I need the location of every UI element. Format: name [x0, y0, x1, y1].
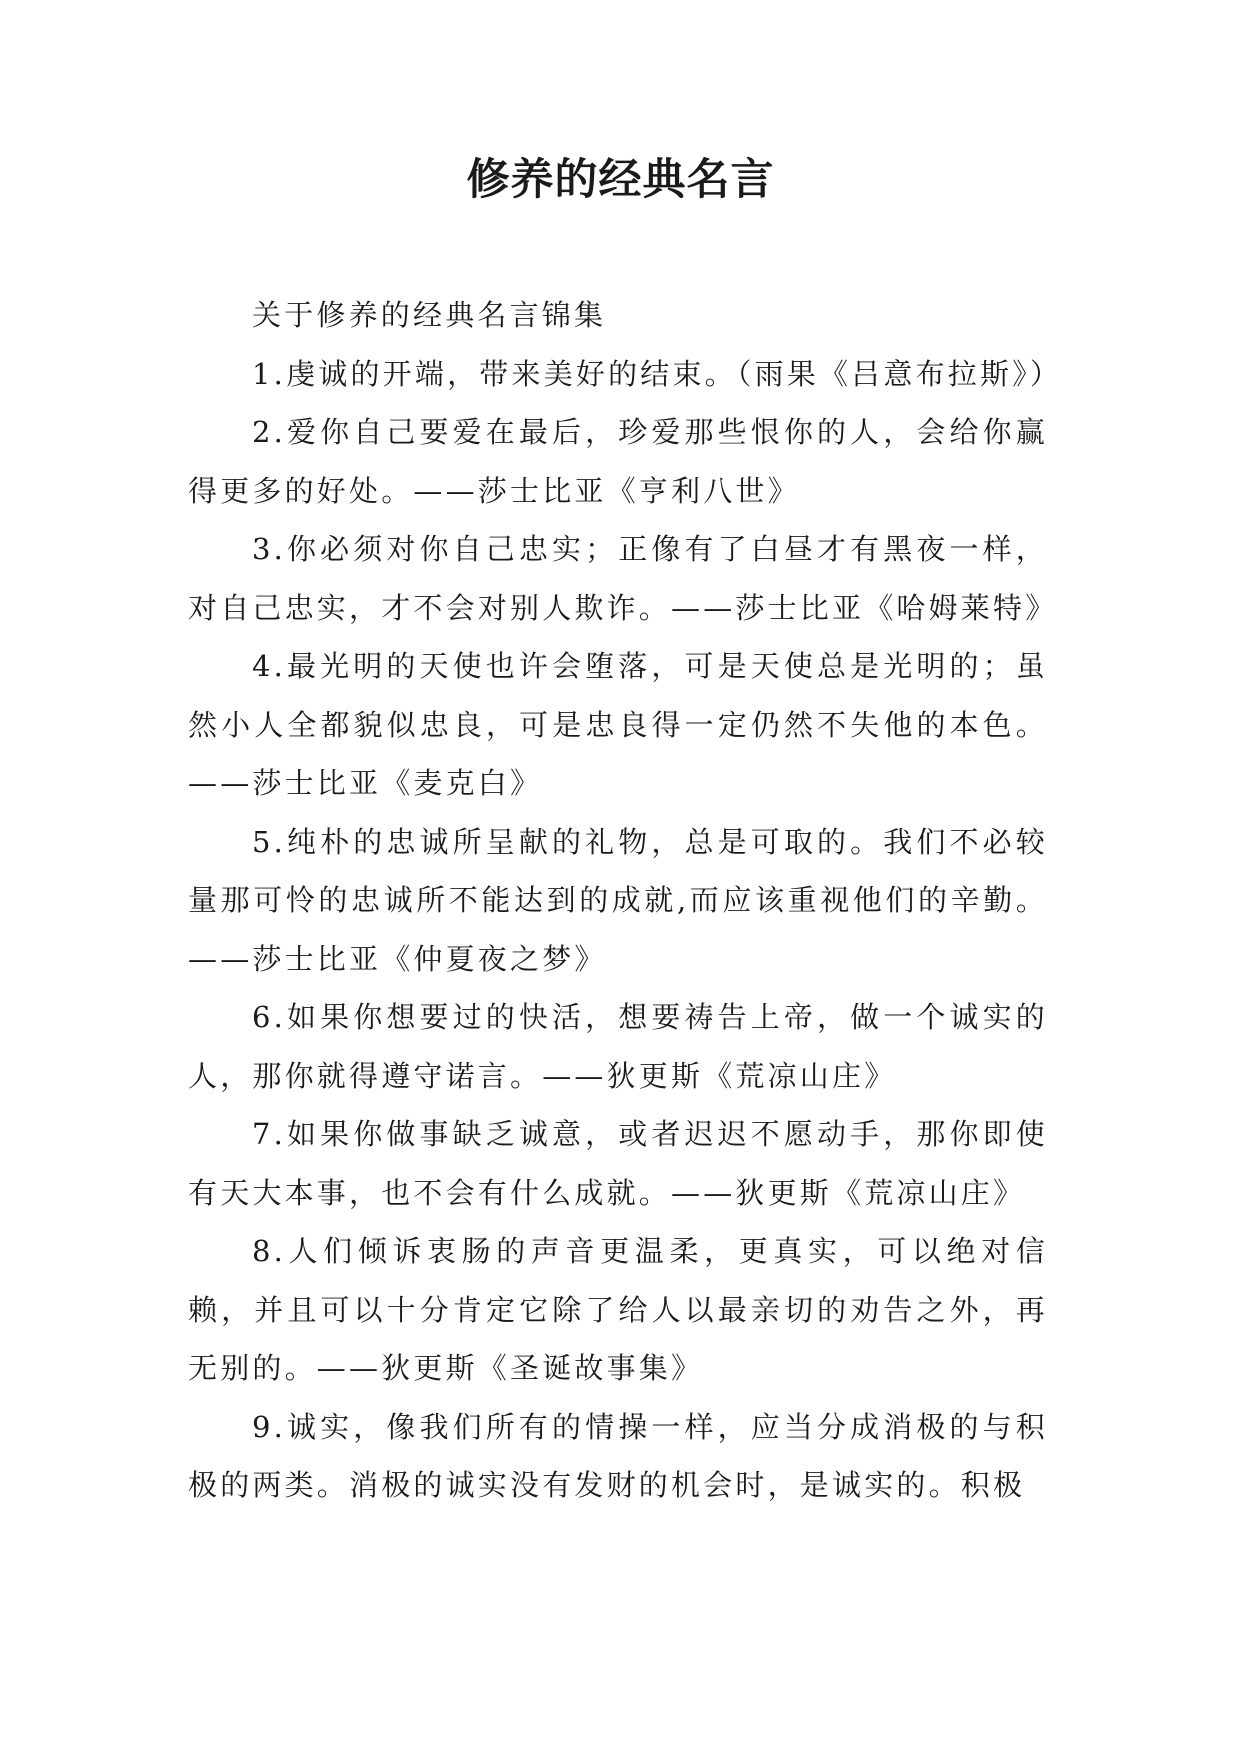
document-body	[188, 286, 1063, 1515]
quote-paragraph-7: 7.如果你做事缺乏诚意，或者迟迟不愿动手，那你即使有天大本事，也不会有什么成就。——狄更斯《荒凉山庄》	[188, 1117, 1048, 1210]
quote-paragraph-4: 4.最光明的天使也许会堕落，可是天使总是光明的；虽然小人全都貌似忠良，可是忠良得一定仍然不失他的本色。——莎士比亚《麦克白》	[188, 649, 1048, 800]
intro-paragraph: 关于修养的经典名言锦集	[252, 298, 607, 332]
quote-paragraph-6: 6.如果你想要过的快活，想要祷告上帝，做一个诚实的人，那你就得遵守诺言。——狄更斯《荒凉山庄》	[188, 1000, 1048, 1093]
document-title: 修养的经典名言	[466, 155, 775, 205]
quote-paragraph-2: 2.爱你自己要爱在最后，珍爱那些恨你的人，会给你赢得更多的好处。——莎士比亚《亨利八世》	[188, 415, 1048, 508]
quote-paragraph-8: 8.人们倾诉衷肠的声音更温柔，更真实，可以绝对信赖，并且可以十分肯定它除了给人以最亲切的劝告之外，再无别的。——狄更斯《圣诞故事集》	[188, 1234, 1048, 1385]
quote-paragraph-9: 9.诚实，像我们所有的情操一样，应当分成消极的与积极的两类。消极的诚实没有发财的机会时，是诚实的。积极	[188, 1409, 1048, 1502]
quote-paragraph-3: 3.你必须对你自己忠实；正像有了白昼才有黑夜一样，对自己忠实，才不会对别人欺诈。——莎士比亚《哈姆莱特》	[188, 532, 1058, 625]
quote-paragraph-5: 5.纯朴的忠诚所呈献的礼物，总是可取的。我们不必较量那可怜的忠诚所不能达到的成就,而应该重视他们的辛勤。——莎士比亚《仲夏夜之梦》	[188, 824, 1048, 976]
quote-paragraph-1: 1.虔诚的开端，带来美好的结束。（雨果《吕意布拉斯》）	[252, 356, 1063, 391]
